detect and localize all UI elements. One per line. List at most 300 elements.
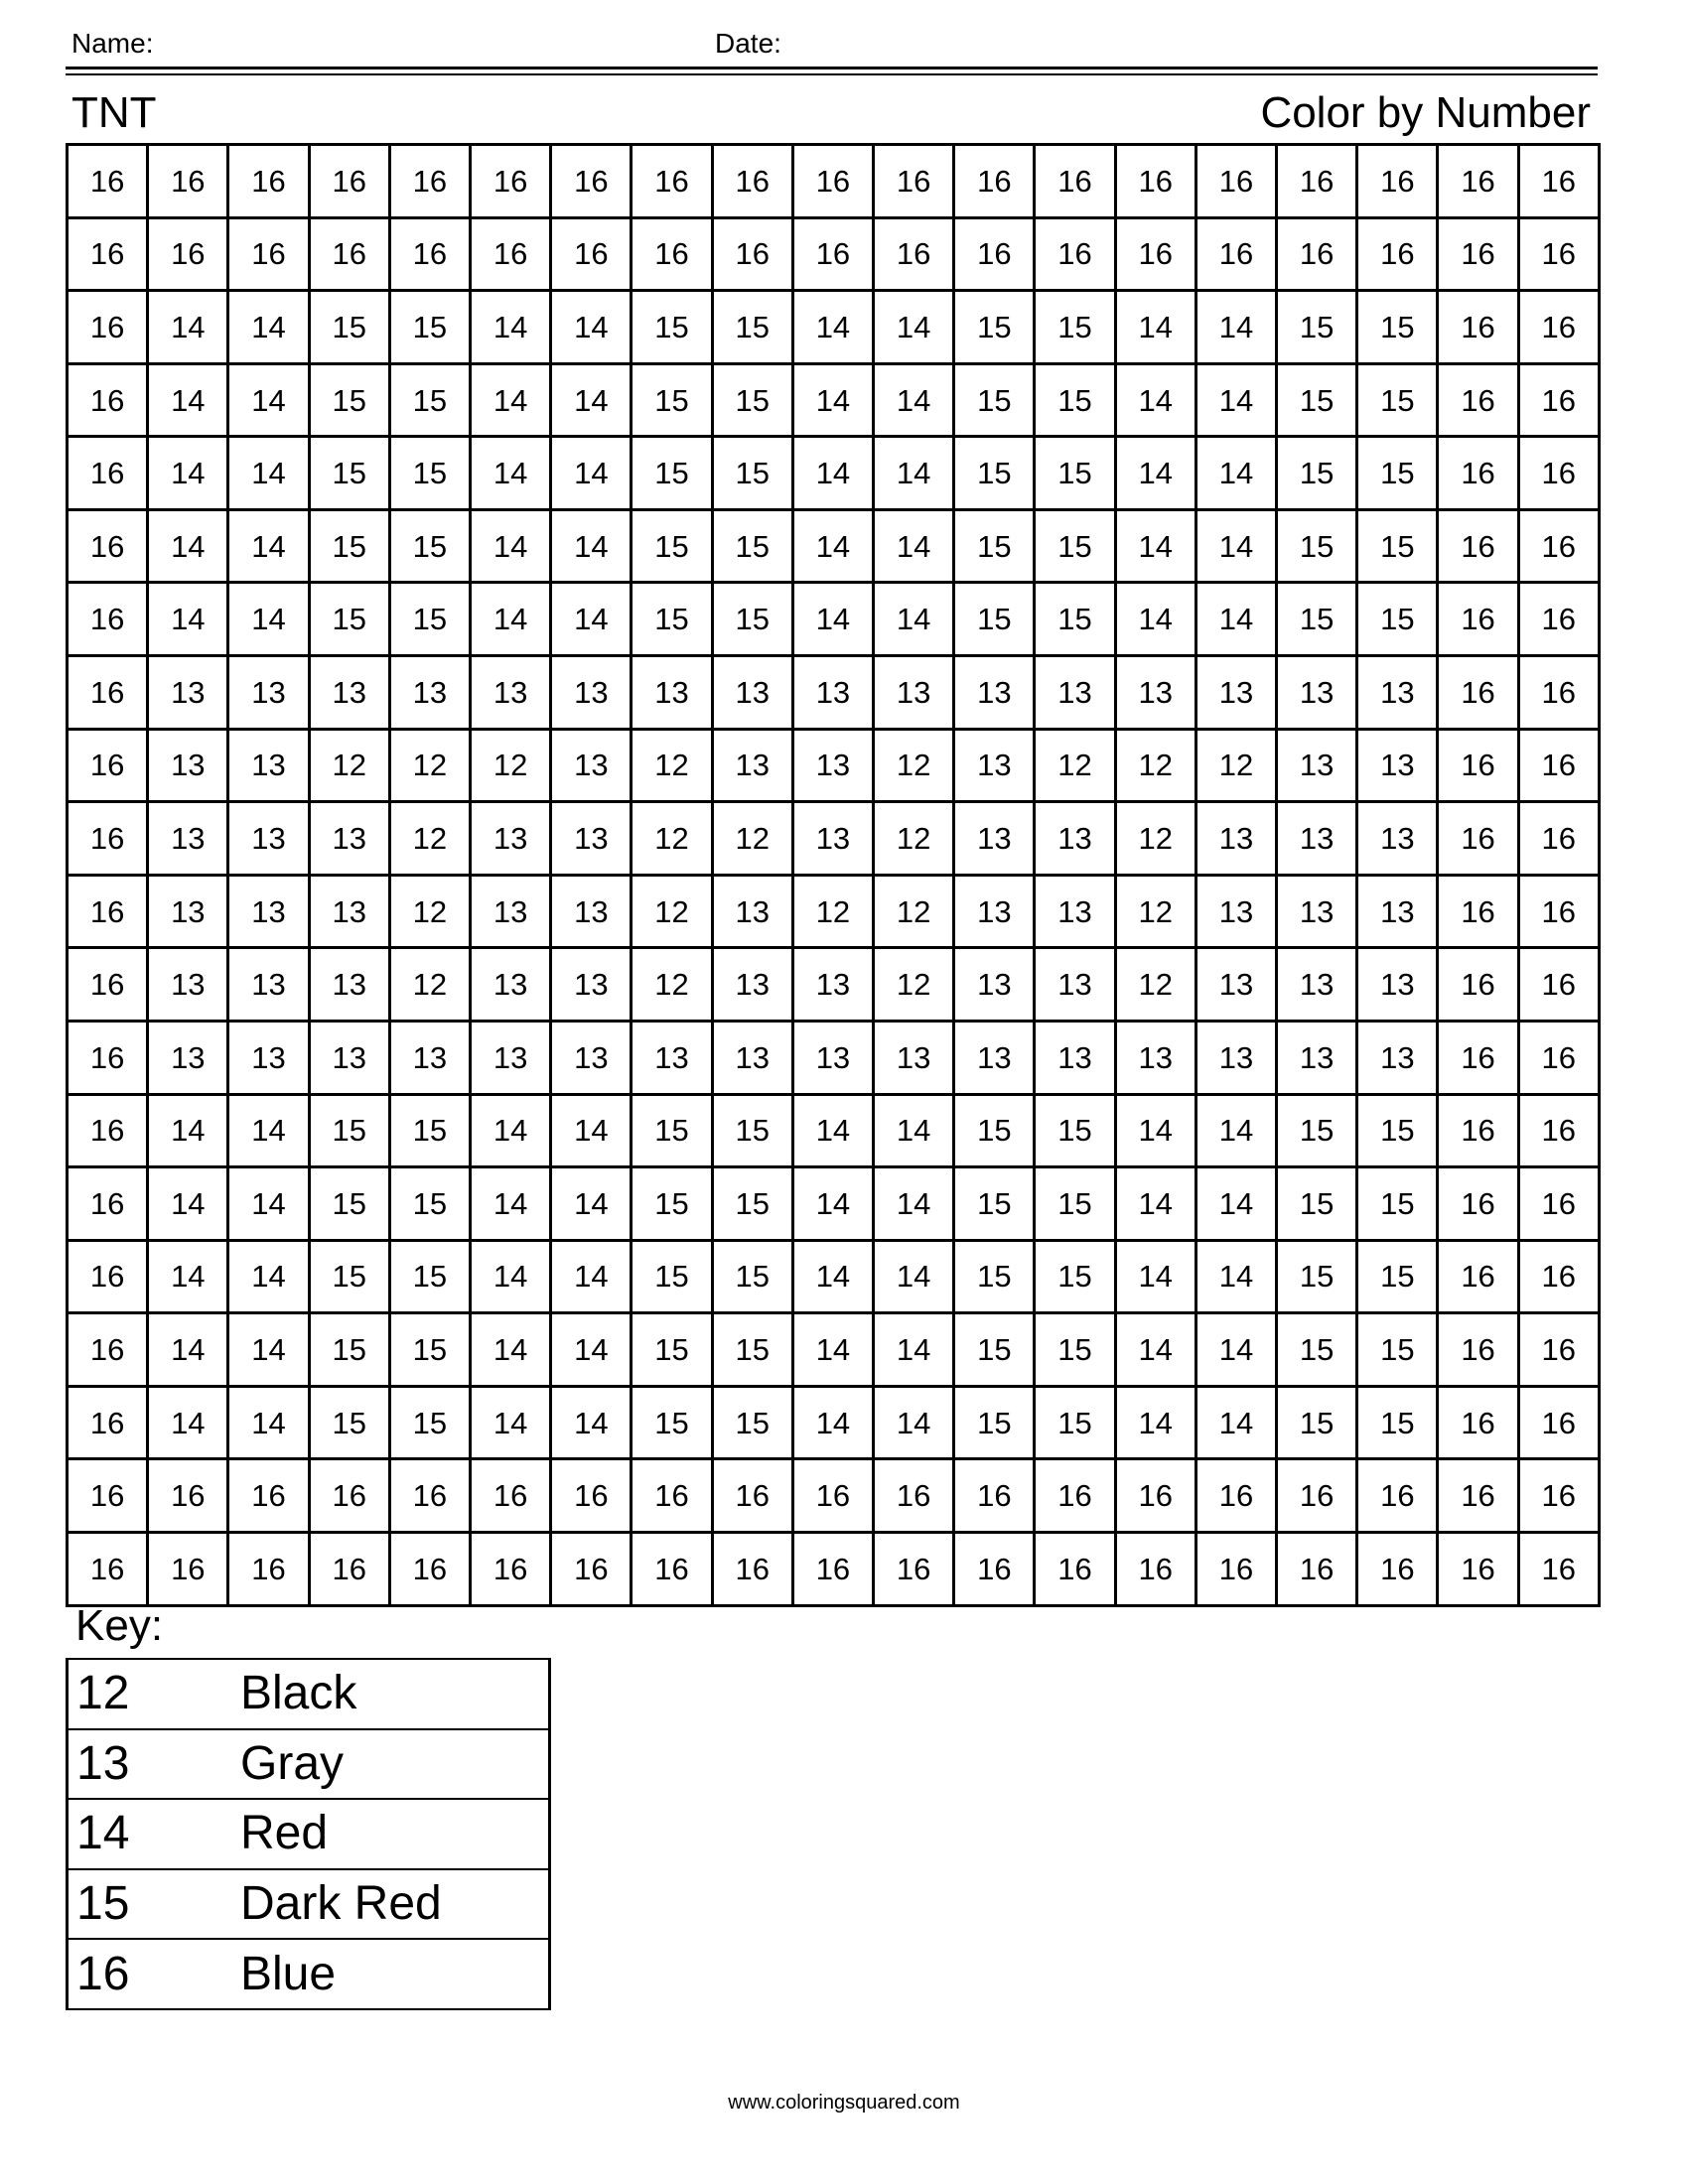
grid-cell: 14	[551, 583, 632, 656]
grid-cell: 14	[551, 1167, 632, 1241]
grid-cell: 13	[1196, 656, 1276, 730]
grid-cell: 16	[68, 1240, 148, 1313]
grid-cell: 14	[1115, 1167, 1196, 1241]
grid-cell: 14	[551, 363, 632, 437]
grid-cell: 12	[874, 948, 954, 1022]
grid-cell: 12	[389, 802, 470, 876]
grid-cell: 15	[1277, 1094, 1357, 1167]
grid-cell: 16	[1438, 509, 1518, 583]
grid-cell: 13	[1196, 1021, 1276, 1094]
grid-row	[68, 217, 1600, 291]
grid-cell: 15	[1035, 583, 1115, 656]
grid-cell: 13	[712, 729, 792, 802]
grid-cell: 16	[1438, 1459, 1518, 1533]
grid-cell: 15	[712, 1313, 792, 1387]
grid-cell: 16	[1196, 145, 1276, 218]
grid-cell: 16	[309, 217, 389, 291]
grid-cell: 13	[792, 729, 873, 802]
grid-cell: 13	[1357, 875, 1438, 948]
grid-cell: 16	[954, 1459, 1035, 1533]
grid-cell: 16	[1277, 145, 1357, 218]
grid-cell: 15	[389, 1386, 470, 1459]
grid-cell: 16	[389, 1532, 470, 1605]
grid-cell: 13	[148, 656, 228, 730]
grid-row	[68, 656, 1600, 730]
grid-cell: 14	[1196, 437, 1276, 510]
grid-cell: 12	[389, 875, 470, 948]
grid-cell: 15	[712, 509, 792, 583]
grid-cell: 14	[792, 509, 873, 583]
grid-cell: 14	[1196, 1167, 1276, 1241]
grid-cell: 14	[1196, 363, 1276, 437]
grid-cell: 15	[632, 363, 712, 437]
grid-row	[68, 1167, 1600, 1241]
grid-cell: 15	[389, 509, 470, 583]
grid-cell: 14	[1115, 583, 1196, 656]
grid-cell: 13	[1277, 1021, 1357, 1094]
grid-cell: 16	[228, 1532, 309, 1605]
grid-cell: 16	[68, 291, 148, 364]
grid-cell: 16	[1196, 1459, 1276, 1533]
grid-cell: 13	[1196, 948, 1276, 1022]
grid-cell: 13	[471, 656, 551, 730]
grid-row	[68, 145, 1600, 218]
grid-cell: 16	[1357, 1532, 1438, 1605]
grid-cell: 14	[874, 1240, 954, 1313]
grid-cell: 16	[1518, 217, 1599, 291]
grid-cell: 15	[1277, 509, 1357, 583]
grid-cell: 14	[792, 363, 873, 437]
key-row	[68, 1939, 550, 2009]
grid-cell: 15	[954, 1313, 1035, 1387]
grid-cell: 13	[954, 1021, 1035, 1094]
grid-cell: 13	[954, 656, 1035, 730]
grid-cell: 14	[1115, 509, 1196, 583]
grid-cell: 16	[1518, 802, 1599, 876]
grid-cell: 15	[389, 1094, 470, 1167]
grid-row	[68, 1094, 1600, 1167]
grid-cell: 14	[148, 1094, 228, 1167]
grid-cell: 14	[874, 509, 954, 583]
grid-cell: 14	[471, 1094, 551, 1167]
grid-cell: 16	[148, 217, 228, 291]
grid-cell: 16	[309, 1459, 389, 1533]
grid-cell: 14	[148, 1240, 228, 1313]
grid-cell: 14	[228, 437, 309, 510]
key-row	[68, 1799, 550, 1869]
grid-cell: 15	[1357, 437, 1438, 510]
grid-cell: 16	[68, 875, 148, 948]
grid-cell: 14	[874, 1313, 954, 1387]
grid-cell: 13	[1357, 656, 1438, 730]
grid-cell: 16	[551, 217, 632, 291]
grid-cell: 16	[792, 1532, 873, 1605]
grid-cell: 14	[1196, 509, 1276, 583]
grid-cell: 16	[68, 802, 148, 876]
grid-cell: 12	[632, 875, 712, 948]
grid-cell: 13	[954, 802, 1035, 876]
grid-cell: 16	[1518, 1021, 1599, 1094]
grid-cell: 14	[471, 1313, 551, 1387]
grid-cell: 15	[954, 583, 1035, 656]
grid-cell: 15	[1357, 291, 1438, 364]
grid-cell: 16	[1115, 145, 1196, 218]
grid-cell: 16	[68, 437, 148, 510]
grid-cell: 16	[1438, 656, 1518, 730]
grid-cell: 13	[1357, 948, 1438, 1022]
grid-cell: 15	[1357, 583, 1438, 656]
grid-cell: 12	[792, 875, 873, 948]
grid-cell: 15	[389, 363, 470, 437]
grid-cell: 13	[954, 875, 1035, 948]
grid-cell: 16	[471, 217, 551, 291]
grid-cell: 13	[1277, 802, 1357, 876]
grid-cell: 16	[68, 729, 148, 802]
grid-cell: 15	[309, 583, 389, 656]
grid-cell: 14	[551, 1386, 632, 1459]
grid-cell: 16	[1438, 363, 1518, 437]
grid-cell: 13	[792, 656, 873, 730]
grid-cell: 16	[1438, 729, 1518, 802]
date-label: Date:	[715, 28, 781, 59]
grid-cell: 14	[148, 363, 228, 437]
grid-cell: 16	[1518, 656, 1599, 730]
grid-cell: 16	[309, 145, 389, 218]
grid-cell: 16	[148, 1532, 228, 1605]
grid-cell: 13	[1357, 729, 1438, 802]
grid-cell: 16	[1438, 291, 1518, 364]
grid-cell: 13	[389, 656, 470, 730]
grid-cell: 15	[1357, 1313, 1438, 1387]
grid-cell: 16	[68, 1532, 148, 1605]
grid-cell: 15	[632, 1313, 712, 1387]
grid-cell: 16	[632, 1459, 712, 1533]
grid-cell: 15	[954, 291, 1035, 364]
grid-cell: 15	[309, 1386, 389, 1459]
grid-cell: 16	[1518, 291, 1599, 364]
grid-cell: 15	[632, 1240, 712, 1313]
grid-cell: 15	[1035, 363, 1115, 437]
grid-cell: 13	[954, 729, 1035, 802]
grid-cell: 15	[309, 1240, 389, 1313]
grid-cell: 16	[68, 1167, 148, 1241]
grid-cell: 16	[68, 363, 148, 437]
grid-cell: 16	[68, 1313, 148, 1387]
grid-cell: 15	[1277, 1313, 1357, 1387]
grid-cell: 16	[1518, 948, 1599, 1022]
grid-cell: 13	[309, 802, 389, 876]
grid-cell: 15	[309, 509, 389, 583]
grid-cell: 14	[148, 291, 228, 364]
grid-cell: 16	[712, 145, 792, 218]
grid-cell: 15	[1277, 583, 1357, 656]
grid-cell: 15	[1277, 437, 1357, 510]
key-color-name: Dark Red	[240, 1869, 550, 1940]
grid-cell: 16	[1115, 217, 1196, 291]
grid-cell: 14	[1115, 1313, 1196, 1387]
grid-cell: 16	[148, 1459, 228, 1533]
grid-cell: 16	[1518, 729, 1599, 802]
key-number: 14	[68, 1799, 241, 1869]
grid-row	[68, 1021, 1600, 1094]
grid-cell: 15	[1357, 363, 1438, 437]
grid-cell: 12	[632, 802, 712, 876]
grid-cell: 16	[68, 1021, 148, 1094]
grid-cell: 14	[551, 1313, 632, 1387]
grid-cell: 14	[792, 291, 873, 364]
grid-cell: 16	[148, 145, 228, 218]
grid-cell: 14	[471, 583, 551, 656]
grid-cell: 15	[632, 1094, 712, 1167]
grid-cell: 15	[712, 1386, 792, 1459]
grid-cell: 15	[389, 1313, 470, 1387]
grid-cell: 15	[632, 291, 712, 364]
key-color-name: Gray	[240, 1729, 550, 1800]
grid-cell: 16	[228, 1459, 309, 1533]
grid-cell: 15	[954, 1240, 1035, 1313]
grid-cell: 16	[471, 145, 551, 218]
grid-cell: 15	[1357, 1240, 1438, 1313]
grid-cell: 13	[1035, 802, 1115, 876]
grid-cell: 16	[1438, 217, 1518, 291]
grid-cell: 13	[874, 1021, 954, 1094]
grid-cell: 16	[389, 1459, 470, 1533]
grid-cell: 16	[792, 1459, 873, 1533]
grid-cell: 16	[792, 145, 873, 218]
grid-cell: 16	[68, 583, 148, 656]
grid-cell: 13	[1035, 656, 1115, 730]
grid-cell: 16	[389, 217, 470, 291]
grid-cell: 16	[1115, 1459, 1196, 1533]
grid-cell: 15	[1277, 1240, 1357, 1313]
grid-cell: 13	[1357, 1021, 1438, 1094]
grid-cell: 16	[68, 656, 148, 730]
grid-cell: 13	[309, 948, 389, 1022]
grid-cell: 16	[1518, 1313, 1599, 1387]
grid-cell: 16	[1518, 509, 1599, 583]
grid-row	[68, 583, 1600, 656]
grid-cell: 16	[1438, 1313, 1518, 1387]
grid-cell: 13	[309, 656, 389, 730]
grid-cell: 16	[1518, 875, 1599, 948]
grid-cell: 15	[632, 1386, 712, 1459]
grid-cell: 16	[1438, 1167, 1518, 1241]
grid-cell: 14	[148, 1386, 228, 1459]
grid-cell: 13	[471, 948, 551, 1022]
grid-cell: 13	[471, 875, 551, 948]
grid-cell: 12	[389, 948, 470, 1022]
grid-cell: 14	[551, 509, 632, 583]
grid-cell: 14	[1196, 1240, 1276, 1313]
grid-cell: 16	[632, 1532, 712, 1605]
grid-cell: 15	[1357, 509, 1438, 583]
grid-cell: 16	[1277, 1459, 1357, 1533]
grid-row	[68, 437, 1600, 510]
grid-cell: 14	[792, 583, 873, 656]
grid-cell: 12	[1115, 802, 1196, 876]
grid-cell: 13	[551, 802, 632, 876]
grid-cell: 15	[954, 1167, 1035, 1241]
header-rule-bottom	[66, 73, 1598, 75]
grid-cell: 12	[471, 729, 551, 802]
header-rule-top	[66, 67, 1598, 69]
grid-cell: 15	[309, 291, 389, 364]
grid-cell: 14	[148, 583, 228, 656]
key-row	[68, 1869, 550, 1940]
grid-row	[68, 1386, 1600, 1459]
grid-cell: 16	[1438, 1240, 1518, 1313]
grid-cell: 16	[792, 217, 873, 291]
grid-cell: 14	[228, 1094, 309, 1167]
grid-cell: 13	[228, 875, 309, 948]
grid-cell: 12	[874, 802, 954, 876]
grid-cell: 15	[632, 583, 712, 656]
grid-cell: 13	[228, 802, 309, 876]
color-key-table	[66, 1658, 551, 2010]
grid-cell: 15	[309, 363, 389, 437]
grid-cell: 14	[228, 583, 309, 656]
grid-cell: 13	[632, 1021, 712, 1094]
grid-cell: 16	[1518, 145, 1599, 218]
key-color-name: Black	[240, 1659, 550, 1729]
grid-cell: 14	[1196, 291, 1276, 364]
grid-cell: 13	[551, 1021, 632, 1094]
grid-cell: 15	[632, 1167, 712, 1241]
grid-row	[68, 948, 1600, 1022]
grid-cell: 16	[551, 1532, 632, 1605]
grid-cell: 14	[228, 1167, 309, 1241]
grid-cell: 16	[632, 145, 712, 218]
grid-cell: 13	[1115, 1021, 1196, 1094]
grid-cell: 13	[712, 1021, 792, 1094]
grid-cell: 14	[228, 291, 309, 364]
grid-cell: 14	[1115, 1386, 1196, 1459]
grid-cell: 12	[632, 729, 712, 802]
key-row	[68, 1659, 550, 1729]
grid-cell: 16	[68, 509, 148, 583]
grid-cell: 13	[1196, 802, 1276, 876]
grid-cell: 13	[551, 948, 632, 1022]
grid-cell: 15	[712, 1240, 792, 1313]
grid-cell: 15	[712, 291, 792, 364]
grid-cell: 15	[1277, 1386, 1357, 1459]
grid-cell: 14	[1196, 583, 1276, 656]
grid-cell: 16	[1518, 363, 1599, 437]
grid-cell: 16	[1277, 1532, 1357, 1605]
grid-cell: 14	[471, 1240, 551, 1313]
grid-cell: 16	[1035, 1532, 1115, 1605]
grid-cell: 12	[874, 729, 954, 802]
grid-cell: 16	[1035, 145, 1115, 218]
grid-cell: 16	[1518, 437, 1599, 510]
grid-cell: 16	[1518, 1094, 1599, 1167]
grid-cell: 14	[1115, 1240, 1196, 1313]
grid-cell: 13	[148, 729, 228, 802]
grid-cell: 13	[792, 1021, 873, 1094]
grid-cell: 15	[1357, 1094, 1438, 1167]
grid-cell: 12	[1115, 875, 1196, 948]
grid-cell: 16	[632, 217, 712, 291]
grid-row	[68, 509, 1600, 583]
grid-cell: 14	[792, 1240, 873, 1313]
key-number: 13	[68, 1729, 241, 1800]
grid-cell: 14	[1115, 291, 1196, 364]
grid-cell: 15	[1035, 1240, 1115, 1313]
grid-cell: 14	[874, 1167, 954, 1241]
grid-cell: 13	[1035, 1021, 1115, 1094]
grid-cell: 12	[1035, 729, 1115, 802]
grid-cell: 13	[148, 802, 228, 876]
grid-cell: 13	[954, 948, 1035, 1022]
grid-cell: 16	[712, 1459, 792, 1533]
grid-cell: 14	[148, 1167, 228, 1241]
grid-cell: 16	[68, 217, 148, 291]
grid-cell: 14	[1115, 1094, 1196, 1167]
grid-cell: 16	[1357, 217, 1438, 291]
grid-cell: 14	[148, 437, 228, 510]
grid-cell: 16	[1035, 217, 1115, 291]
grid-cell: 13	[148, 948, 228, 1022]
grid-cell: 16	[1196, 217, 1276, 291]
grid-cell: 13	[1357, 802, 1438, 876]
grid-cell: 15	[1277, 1167, 1357, 1241]
grid-cell: 14	[551, 1094, 632, 1167]
grid-cell: 13	[1277, 875, 1357, 948]
grid-cell: 16	[712, 217, 792, 291]
grid-cell: 16	[68, 1094, 148, 1167]
grid-cell: 15	[1035, 1094, 1115, 1167]
grid-cell: 16	[68, 1386, 148, 1459]
grid-cell: 14	[471, 509, 551, 583]
grid-cell: 12	[712, 802, 792, 876]
grid-cell: 15	[309, 1167, 389, 1241]
grid-cell: 13	[632, 656, 712, 730]
grid-cell: 14	[792, 1313, 873, 1387]
grid-cell: 16	[1115, 1532, 1196, 1605]
grid-cell: 14	[471, 363, 551, 437]
grid-cell: 14	[1196, 1386, 1276, 1459]
grid-cell: 13	[712, 875, 792, 948]
grid-cell: 16	[1438, 145, 1518, 218]
grid-cell: 16	[1277, 217, 1357, 291]
grid-cell: 16	[1438, 1021, 1518, 1094]
grid-cell: 14	[148, 509, 228, 583]
grid-cell: 16	[874, 1532, 954, 1605]
grid-cell: 15	[954, 437, 1035, 510]
grid-cell: 14	[1115, 363, 1196, 437]
grid-cell: 14	[148, 1313, 228, 1387]
grid-cell: 14	[551, 291, 632, 364]
grid-cell: 13	[228, 656, 309, 730]
grid-row	[68, 729, 1600, 802]
grid-cell: 13	[148, 1021, 228, 1094]
grid-cell: 16	[874, 217, 954, 291]
grid-cell: 14	[874, 583, 954, 656]
grid-cell: 15	[1035, 1386, 1115, 1459]
grid-cell: 16	[471, 1532, 551, 1605]
grid-cell: 14	[792, 437, 873, 510]
grid-cell: 12	[389, 729, 470, 802]
sheet-subtitle: Color by Number	[1260, 88, 1591, 137]
grid-row	[68, 1532, 1600, 1605]
grid-cell: 16	[874, 145, 954, 218]
sheet-title: TNT	[71, 88, 157, 137]
key-number: 16	[68, 1939, 241, 2009]
grid-cell: 15	[389, 1167, 470, 1241]
grid-cell: 16	[1518, 1386, 1599, 1459]
grid-cell: 12	[1115, 729, 1196, 802]
grid-cell: 16	[1518, 583, 1599, 656]
